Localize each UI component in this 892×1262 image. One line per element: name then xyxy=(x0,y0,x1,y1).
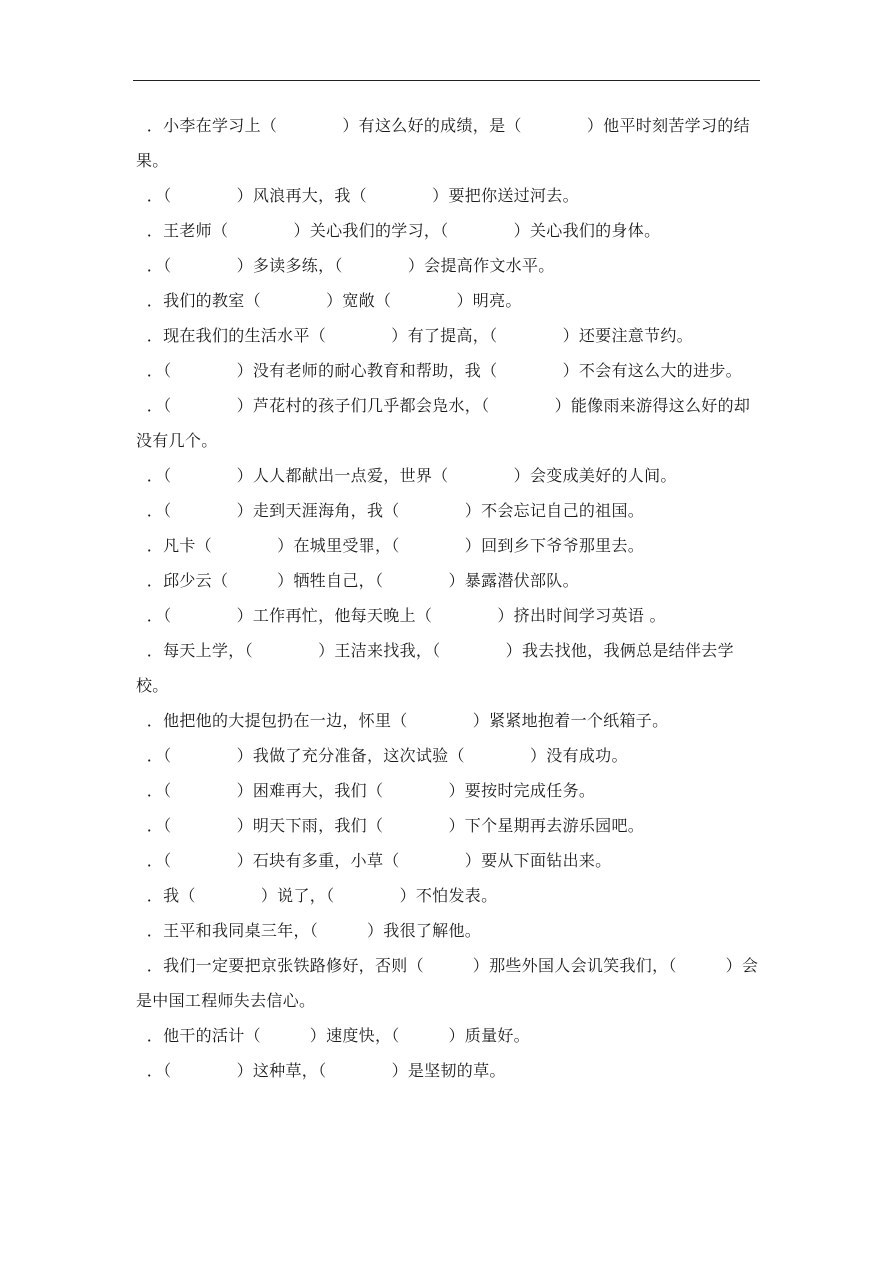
exercise-item-24: ．（ ）这种草，（ ）是坚韧的草。 xyxy=(136,1061,506,1080)
exercise-item-6: ．现在我们的生活水平（ ）有了提高，（ ）还要注意节约。 xyxy=(136,326,693,345)
exercise-item-20: ．我（ ）说了，（ ）不怕发表。 xyxy=(136,886,498,905)
exercise-item-1: ．小李在学习上（ ）有这么好的成绩，是（ ）他平时刻苦学习的结果。 xyxy=(136,116,750,170)
exercise-item-12: ．邱少云（ ）牺牲自己，（ ）暴露潜伏部队。 xyxy=(136,571,579,590)
exercise-item-4: ．（ ）多读多练，（ ）会提高作文水平。 xyxy=(136,256,555,275)
exercise-item-11: ．凡卡（ ）在城里受罪，（ ）回到乡下爷爷那里去。 xyxy=(136,536,645,555)
exercise-item-22: ．我们一定要把京张铁路修好，否则（ ）那些外国人会讥笑我们，（ ）会是中国工程师失去信心。 xyxy=(136,956,759,1010)
header-rule xyxy=(133,80,760,81)
exercise-item-17: ．（ ）困难再大，我们（ ）要按时完成任务。 xyxy=(136,781,596,800)
exercise-item-14: ．每天上学，（ ）王洁来找我，（ ）我去找他，我俩总是结伴去学校。 xyxy=(136,641,734,695)
exercise-item-15: ．他把他的大提包扔在一边，怀里（ ）紧紧地抱着一个纸箱子。 xyxy=(136,711,669,730)
exercise-item-3: ．王老师（ ）关心我们的学习，（ ）关心我们的身体。 xyxy=(136,221,661,240)
exercise-item-13: ．（ ）工作再忙，他每天晚上（ ）挤出时间学习英语 。 xyxy=(136,606,666,625)
exercise-item-18: ．（ ）明天下雨，我们（ ）下个星期再去游乐园吧。 xyxy=(136,816,645,835)
exercise-item-16: ．（ ）我做了充分准备，这次试验（ ）没有成功。 xyxy=(136,746,628,765)
exercise-item-10: ．（ ）走到天涯海角，我（ ）不会忘记自己的祖国。 xyxy=(136,501,645,520)
exercise-item-5: ．我们的教室（ ）宽敞（ ）明亮。 xyxy=(136,291,522,310)
exercise-item-21: ．王平和我同桌三年，（ ）我很了解他。 xyxy=(136,921,482,940)
exercise-item-19: ．（ ）石块有多重，小草（ ）要从下面钻出来。 xyxy=(136,851,612,870)
exercise-item-9: ．（ ）人人都献出一点爱，世界（ ）会变成美好的人间。 xyxy=(136,466,677,485)
exercise-item-7: ．（ ）没有老师的耐心教育和帮助，我（ ）不会有这么大的进步。 xyxy=(136,361,742,380)
exercise-item-8: ．（ ）芦花村的孩子们几乎都会凫水，（ ）能像雨来游得这么好的却没有几个。 xyxy=(136,396,751,450)
exercise-item-2: ．（ ）风浪再大，我（ ）要把你送过河去。 xyxy=(136,186,579,205)
exercise-list xyxy=(136,108,762,1088)
exercise-item-23: ．他干的活计（ ）速度快，（ ）质量好。 xyxy=(136,1026,530,1045)
